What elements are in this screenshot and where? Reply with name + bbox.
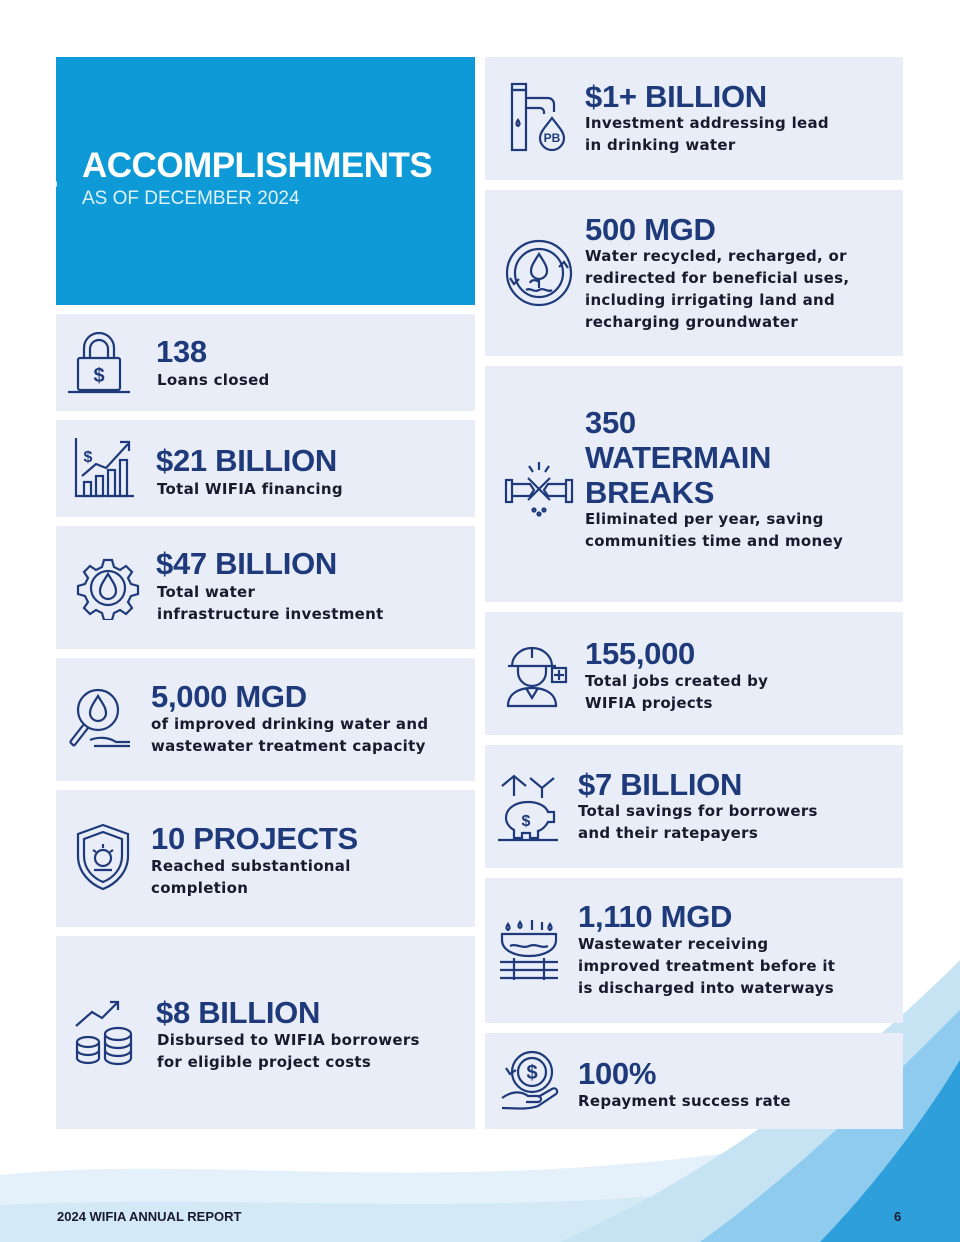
stat-title: 138 <box>156 334 207 369</box>
svg-text:$: $ <box>526 1062 538 1084</box>
stat-description: Total jobs created by WIFIA projects <box>585 672 769 712</box>
growth-chart-icon <box>72 436 136 500</box>
hand-coin-icon <box>500 1048 562 1112</box>
stat-title: $21 BILLION <box>156 443 338 478</box>
stat-description: Investment addressing lead in drinking water <box>585 114 829 154</box>
stat-description: Total savings for borrowers and their ratepayers <box>578 802 818 842</box>
treatment-plant-icon <box>498 918 560 980</box>
stat-title: 1,110 MGD <box>578 899 733 934</box>
stat-title: $8 BILLION <box>156 995 321 1030</box>
stat-title: 155,000 <box>585 636 695 671</box>
stat-description: Wastewater receiving improved treatment before it is discharged into waterways <box>578 935 836 997</box>
svg-text:$: $ <box>93 365 105 387</box>
stat-description: Reached substantional completion <box>151 857 351 897</box>
padlock-dollar-icon <box>66 332 132 394</box>
stat-title: $7 BILLION <box>578 767 743 802</box>
stat-description: Total water infrastructure investment <box>157 583 384 623</box>
page-number: 6 <box>894 1209 902 1224</box>
stat-description: Total WIFIA financing <box>157 480 343 498</box>
stat-title: 5,000 MGD <box>151 679 307 714</box>
piggy-bank-icon <box>496 772 560 842</box>
svg-text:PB: PB <box>543 131 561 145</box>
stat-description: Disbursed to WIFIA borrowers for eligible project costs <box>157 1031 420 1071</box>
water-drop-icon <box>40 168 60 197</box>
coin-stack-icon <box>72 998 136 1066</box>
stat-description: Eliminated per year, saving communities time and money <box>585 510 844 550</box>
stat-title: $1+ BILLION <box>585 79 767 114</box>
shield-icon <box>74 822 132 892</box>
stat-title: 500 MGD <box>585 212 716 247</box>
recycle-water-icon <box>504 238 574 308</box>
stat-title: 100% <box>578 1056 657 1091</box>
stat-description: Loans closed <box>157 371 270 389</box>
broken-pipe-icon <box>504 460 574 518</box>
page-subtitle: AS OF DECEMBER 2024 <box>82 188 300 209</box>
magnifier-water-icon <box>64 686 134 750</box>
stat-description: Water recycled, recharged, or redirected for beneficial uses, including irrigating land and recharging groundwater <box>585 247 850 331</box>
footer-report-title: 2024 WIFIA ANNUAL REPORT <box>57 1209 242 1224</box>
svg-text:$: $ <box>83 449 93 466</box>
stat-title: 350 WATERMAIN BREAKS <box>585 405 772 510</box>
page-title: ACCOMPLISHMENTS <box>82 146 433 185</box>
stat-title: $47 BILLION <box>156 546 338 581</box>
worker-icon <box>504 644 570 708</box>
lead-pipe-icon <box>508 80 570 154</box>
stat-description: Repayment success rate <box>578 1092 791 1110</box>
gear-water-drop-icon <box>76 556 140 620</box>
stat-description: of improved drinking water and wastewater treatment capacity <box>151 715 429 755</box>
stat-title: 10 PROJECTS <box>151 821 358 856</box>
svg-text:$: $ <box>521 813 531 830</box>
